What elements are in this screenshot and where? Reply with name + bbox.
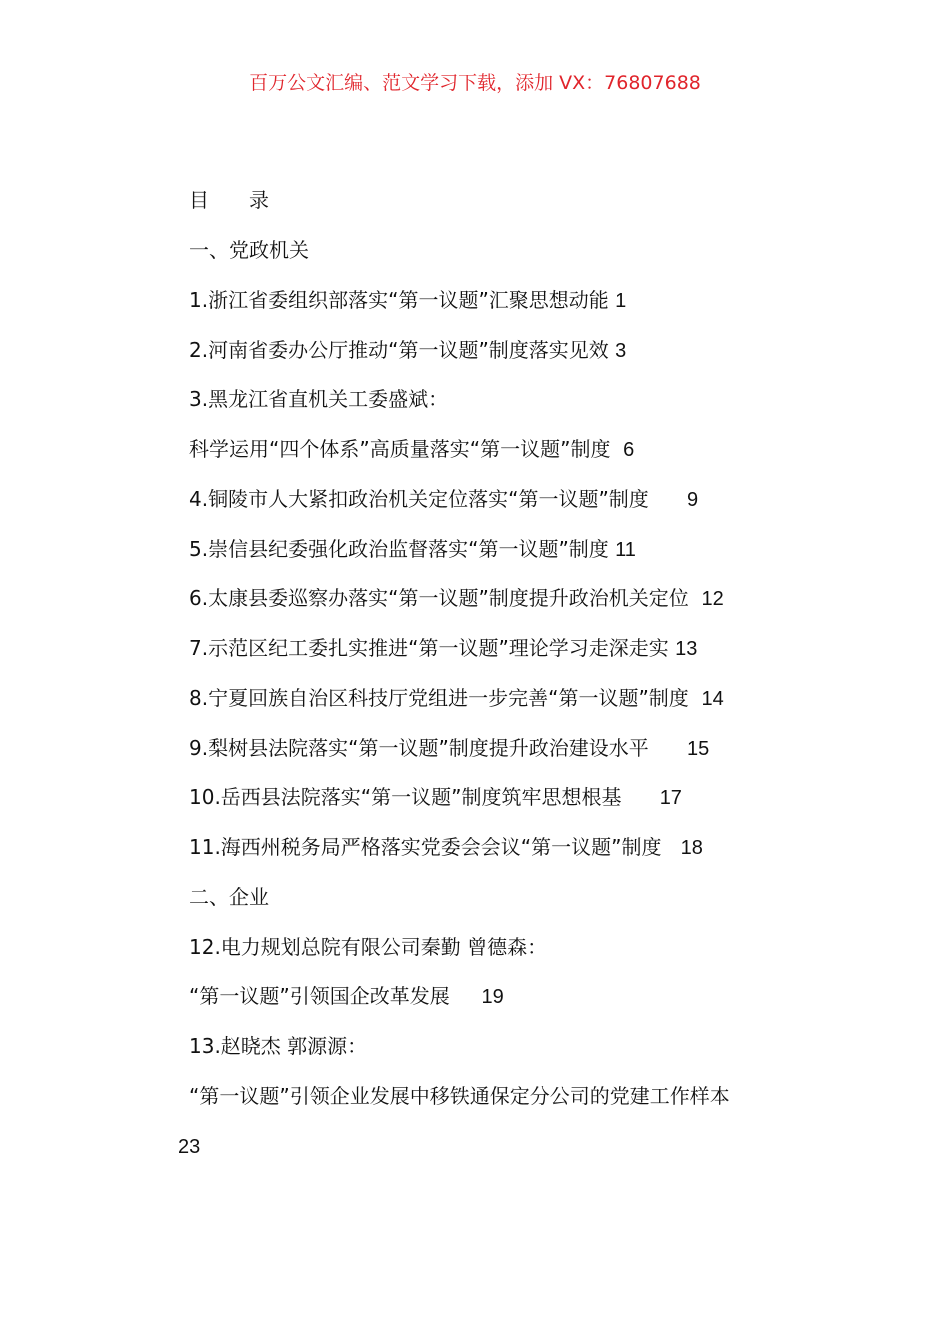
toc-entry[interactable] — [189, 585, 724, 612]
toc-entry-title: 9.梨树县法院落实“第一议题”制度提升政治建设水平 — [189, 735, 649, 760]
page-number: 6 — [623, 439, 635, 461]
toc-entry[interactable] — [189, 1033, 367, 1059]
toc-entry-title: 5.崇信县纪委强化政治监督落实“第一议题”制度 — [189, 536, 609, 561]
toc-entry[interactable] — [189, 486, 698, 513]
toc-entry-title: 4.铜陵市人大紧扣政治机关定位落实“第一议题”制度 — [189, 486, 649, 511]
page-number: 3 — [615, 339, 627, 362]
page-number: 13 — [675, 638, 698, 660]
toc-gap — [649, 487, 687, 511]
toc-gap — [662, 835, 681, 859]
toc-entry[interactable] — [189, 983, 504, 1010]
toc-entry-title: 7.示范区纪工委扎实推进“第一议题”理论学习走深走实 — [189, 636, 669, 660]
page-number: 23 — [178, 1135, 201, 1158]
page-number: 19 — [481, 986, 504, 1009]
page-number: 12 — [701, 588, 724, 611]
toc-entry[interactable] — [189, 685, 724, 712]
toc-entry[interactable] — [189, 337, 626, 364]
toc-entry-title: 1.浙江省委组织部落实“第一议题”汇聚思想动能 — [189, 287, 609, 312]
page-number: 18 — [680, 837, 703, 859]
toc-entry[interactable] — [189, 884, 269, 910]
toc-entry[interactable] — [189, 934, 547, 960]
toc-entry-title: 13.赵晓杰 郭源源： — [189, 1034, 368, 1058]
toc-entry-title: 科学运用“四个体系”高质量落实“第一议题”制度 — [189, 437, 611, 461]
toc-entry-title: 一、党政机关 — [189, 238, 309, 262]
toc-entry-title: 8.宁夏回族自治区科技厅党组进一步完善“第一议题”制度 — [189, 685, 689, 710]
toc-entry[interactable] — [189, 784, 682, 811]
toc-entry-title: 2.河南省委办公厅推动“第一议题”制度落实见效 — [189, 337, 609, 362]
toc-entry[interactable] — [189, 287, 626, 314]
toc-gap — [689, 686, 702, 710]
toc-entry[interactable] — [189, 1083, 730, 1109]
toc-gap — [649, 736, 687, 760]
page-number: 11 — [615, 538, 636, 561]
toc-page-number — [178, 1133, 200, 1160]
toc-entry-title: 10.岳西县法院落实“第一议题”制度筑牢思想根基 — [189, 785, 622, 810]
toc-entry-title: “第一议题”引领企业发展中移铁通保定分公司的党建工作样本 — [189, 1083, 730, 1108]
toc-gap — [622, 785, 660, 809]
toc-entry[interactable] — [189, 386, 448, 412]
page-number: 15 — [686, 737, 710, 760]
toc-entry[interactable] — [189, 834, 703, 861]
toc-entry-title: 6.太康县委巡察办落实“第一议题”制度提升政治机关定位 — [189, 586, 689, 611]
toc-gap — [610, 437, 623, 461]
toc-entry-title: 3.黑龙江省直机关工委盛斌： — [189, 387, 449, 412]
toc-entry[interactable] — [189, 536, 636, 563]
toc-entry[interactable] — [189, 735, 709, 762]
toc-entry-title: 11.海西州税务局严格落实党委会会议“第一议题”制度 — [189, 835, 662, 859]
toc-entry[interactable] — [189, 635, 697, 662]
watermark-header: 百万公文汇编、范文学习下载，添加 VX：76807688 — [249, 72, 701, 94]
page-number: 17 — [659, 787, 682, 810]
toc-entry-title: “第一议题”引领国企改革发展 — [189, 984, 450, 1009]
page-number: 9 — [686, 488, 699, 511]
toc-entry-title: 二、企业 — [189, 884, 269, 909]
toc-gap — [450, 984, 482, 1008]
toc-entry[interactable] — [189, 436, 634, 463]
toc-gap — [689, 586, 702, 610]
page-number: 1 — [615, 289, 627, 312]
toc-entry[interactable] — [189, 237, 309, 263]
toc-title: 目 录 — [189, 188, 269, 212]
page-number: 14 — [701, 687, 724, 710]
toc-entry-title: 12.电力规划总院有限公司秦勤 曾德森： — [189, 934, 548, 959]
